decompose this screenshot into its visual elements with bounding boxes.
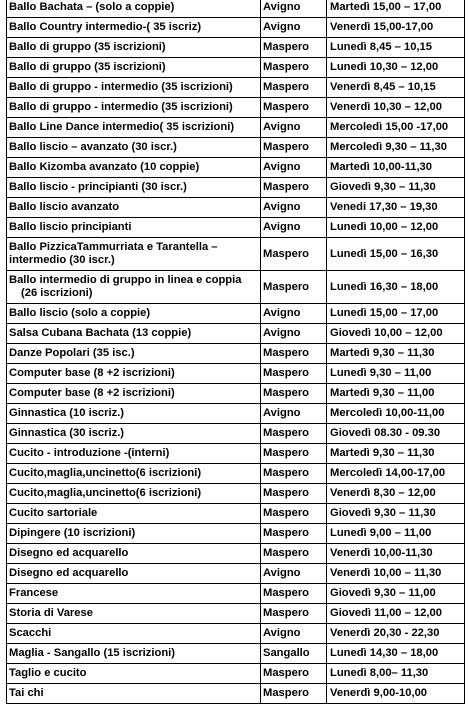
table-row (7, 464, 465, 484)
table-row (7, 304, 465, 324)
course-name-cell: Ballo di gruppo - intermedio (35 iscrizioni) (7, 98, 261, 118)
table-row (7, 664, 465, 684)
table-row (7, 344, 465, 364)
table-row (7, 158, 465, 178)
table-row (7, 0, 465, 18)
venue-cell: Maspero (261, 98, 327, 118)
schedule-cell: Venerdì 15,00-17,00 (327, 18, 465, 38)
course-name-cell: Cucito,maglia,uncinetto(6 iscrizioni) (7, 464, 261, 484)
schedule-cell: Giovedì 9,30 – 11,00 (327, 584, 465, 604)
venue-cell: Maspero (261, 584, 327, 604)
schedule-cell: Venedi 17,30 – 19,30 (327, 198, 465, 218)
table-row (7, 118, 465, 138)
table-row (7, 58, 465, 78)
venue-cell: Maspero (261, 364, 327, 384)
course-name-cell: Ballo liscio avanzato (7, 198, 261, 218)
schedule-cell: Lunedì 9,30 – 11,00 (327, 364, 465, 384)
table-row (7, 138, 465, 158)
schedule-cell: Lunedì 15,00 – 16,30 (327, 238, 465, 271)
table-row (7, 644, 465, 664)
table-row (7, 324, 465, 344)
table-row (7, 584, 465, 604)
table-row (7, 78, 465, 98)
schedule-cell: Martedì 10,00-11,30 (327, 158, 465, 178)
course-name-line: Ballo intermedio di gruppo in linea e coppia (9, 274, 242, 286)
course-name-cell: Ginnastica (30 iscriz.) (7, 424, 261, 444)
venue-cell: Maspero (261, 504, 327, 524)
schedule-cell: Lunedì 8,45 – 10,15 (327, 38, 465, 58)
table-row (7, 484, 465, 504)
course-name-line: Ballo PizzicaTammurriata e Tarantella – (9, 241, 218, 253)
schedule-cell: Martedì 9,30 – 11,30 (327, 444, 465, 464)
course-name-cell: Ballo liscio – avanzato (30 iscr.) (7, 138, 261, 158)
table-row (7, 564, 465, 584)
course-name-cell (7, 238, 261, 271)
schedule-cell: Venerdì 9,00-10,00 (327, 684, 465, 704)
table-row (7, 504, 465, 524)
schedule-cell: Mercoledì 15,00 -17,00 (327, 118, 465, 138)
schedule-cell: Mercoledì 9,30 – 11,30 (327, 138, 465, 158)
course-name-cell: Maglia - Sangallo (15 iscrizioni) (7, 644, 261, 664)
venue-cell: Avigno (261, 0, 327, 18)
venue-cell: Maspero (261, 384, 327, 404)
venue-cell: Avigno (261, 18, 327, 38)
venue-cell: Avigno (261, 118, 327, 138)
venue-cell: Avigno (261, 324, 327, 344)
schedule-cell: Venerdì 8,45 – 10,15 (327, 78, 465, 98)
course-name-cell: Ballo liscio - principianti (30 iscr.) (7, 178, 261, 198)
course-name-cell: Storia di Varese (7, 604, 261, 624)
table-row (7, 178, 465, 198)
schedule-cell: Martedì 9,30 – 11,30 (327, 344, 465, 364)
course-name-cell: Ballo di gruppo (35 iscrizioni) (7, 58, 261, 78)
course-name-line: intermedio (30 iscr.) (9, 254, 115, 266)
table-row (7, 424, 465, 444)
course-name-cell: Ballo Bachata – (solo a coppie) (7, 0, 261, 18)
venue-cell: Maspero (261, 524, 327, 544)
table-row (7, 271, 465, 304)
schedule-cell: Mercoledì 14,00-17,00 (327, 464, 465, 484)
course-name-cell: Dipingere (10 iscrizioni) (7, 524, 261, 544)
venue-cell: Maspero (261, 178, 327, 198)
course-name-cell: Tai chi (7, 684, 261, 704)
schedule-cell: Venerdì 10,30 – 12,00 (327, 98, 465, 118)
venue-cell: Maspero (261, 484, 327, 504)
course-name-cell: Salsa Cubana Bachata (13 coppie) (7, 324, 261, 344)
table-row (7, 98, 465, 118)
table-row (7, 198, 465, 218)
course-name-cell: Ballo liscio (solo a coppie) (7, 304, 261, 324)
schedule-cell: Giovedì 10,00 – 12,00 (327, 324, 465, 344)
venue-cell: Avigno (261, 158, 327, 178)
venue-cell: Maspero (261, 444, 327, 464)
course-name-cell: Cucito sartoriale (7, 504, 261, 524)
venue-cell: Avigno (261, 218, 327, 238)
schedule-cell: Giovedì 08.30 - 09.30 (327, 424, 465, 444)
schedule-cell: Venerdì 10,00 – 11,30 (327, 564, 465, 584)
course-name-cell: Taglio e cucito (7, 664, 261, 684)
course-name-cell: Computer base (8 +2 iscrizioni) (7, 364, 261, 384)
venue-cell: Maspero (261, 271, 327, 304)
schedule-cell: Lunedì 14,30 – 18,00 (327, 644, 465, 664)
course-name-cell: Ballo Kizomba avanzato (10 coppie) (7, 158, 261, 178)
schedule-cell: Martedì 9,30 – 11,00 (327, 384, 465, 404)
table-row (7, 444, 465, 464)
venue-cell: Maspero (261, 544, 327, 564)
table-row (7, 604, 465, 624)
schedule-cell: Martedì 15,00 – 17,00 (327, 0, 465, 18)
schedule-cell: Venerdì 20,30 - 22,30 (327, 624, 465, 644)
table-row (7, 384, 465, 404)
venue-cell: Avigno (261, 198, 327, 218)
venue-cell: Maspero (261, 138, 327, 158)
venue-cell: Maspero (261, 38, 327, 58)
venue-cell: Maspero (261, 238, 327, 271)
schedule-cell: Giovedì 9,30 – 11,30 (327, 178, 465, 198)
venue-cell: Avigno (261, 404, 327, 424)
schedule-cell: Lunedì 16,30 – 18,00 (327, 271, 465, 304)
course-name-cell: Danze Popolari (35 isc.) (7, 344, 261, 364)
course-schedule-body (7, 0, 465, 704)
schedule-cell: Giovedì 11,00 – 12,00 (327, 604, 465, 624)
course-name-cell: Ballo liscio principianti (7, 218, 261, 238)
course-name-cell: Francese (7, 584, 261, 604)
table-row (7, 544, 465, 564)
table-row (7, 524, 465, 544)
venue-cell: Maspero (261, 464, 327, 484)
schedule-cell: Giovedì 9,30 – 11,30 (327, 504, 465, 524)
table-row (7, 238, 465, 271)
table-row (7, 38, 465, 58)
course-name-cell: Scacchi (7, 624, 261, 644)
course-name-cell: Disegno ed acquarello (7, 544, 261, 564)
venue-cell: Maspero (261, 684, 327, 704)
course-schedule-table (6, 0, 465, 704)
table-row (7, 404, 465, 424)
venue-cell: Maspero (261, 604, 327, 624)
course-name-cell: Disegno ed acquarello (7, 564, 261, 584)
course-name-cell: Ballo Line Dance intermedio( 35 iscrizioni) (7, 118, 261, 138)
course-name-cell: Cucito - introduzione -(interni) (7, 444, 261, 464)
schedule-cell: Lunedì 15,00 – 17,00 (327, 304, 465, 324)
course-name-cell: Computer base (8 +2 iscrizioni) (7, 384, 261, 404)
course-schedule-sheet (6, 0, 464, 704)
table-row (7, 684, 465, 704)
schedule-cell: Lunedì 10,00 – 12,00 (327, 218, 465, 238)
venue-cell: Avigno (261, 304, 327, 324)
table-row (7, 218, 465, 238)
venue-cell: Maspero (261, 58, 327, 78)
table-row (7, 18, 465, 38)
venue-cell: Sangallo (261, 644, 327, 664)
schedule-cell: Venerdì 8,30 – 12,00 (327, 484, 465, 504)
venue-cell: Avigno (261, 624, 327, 644)
schedule-cell: Mercoledì 10,00-11,00 (327, 404, 465, 424)
course-name-cell: Ballo Country intermedio-( 35 iscriz) (7, 18, 261, 38)
course-name-cell: Ballo di gruppo - intermedio (35 iscrizioni) (7, 78, 261, 98)
schedule-cell: Lunedì 10,30 – 12,00 (327, 58, 465, 78)
table-row (7, 624, 465, 644)
table-row (7, 364, 465, 384)
venue-cell: Maspero (261, 344, 327, 364)
course-name-cell (7, 271, 261, 304)
venue-cell: Avigno (261, 564, 327, 584)
venue-cell: Maspero (261, 664, 327, 684)
schedule-cell: Lunedì 9,00 – 11,00 (327, 524, 465, 544)
venue-cell: Maspero (261, 424, 327, 444)
course-name-cell: Cucito,maglia,uncinetto(6 iscrizioni) (7, 484, 261, 504)
course-name-line: (26 iscrizioni) (21, 287, 93, 299)
schedule-cell: Venerdì 10,00-11,30 (327, 544, 465, 564)
course-name-cell: Ginnastica (10 iscriz.) (7, 404, 261, 424)
course-name-cell: Ballo di gruppo (35 iscrizioni) (7, 38, 261, 58)
schedule-cell: Lunedì 8,00– 11,30 (327, 664, 465, 684)
venue-cell: Maspero (261, 78, 327, 98)
